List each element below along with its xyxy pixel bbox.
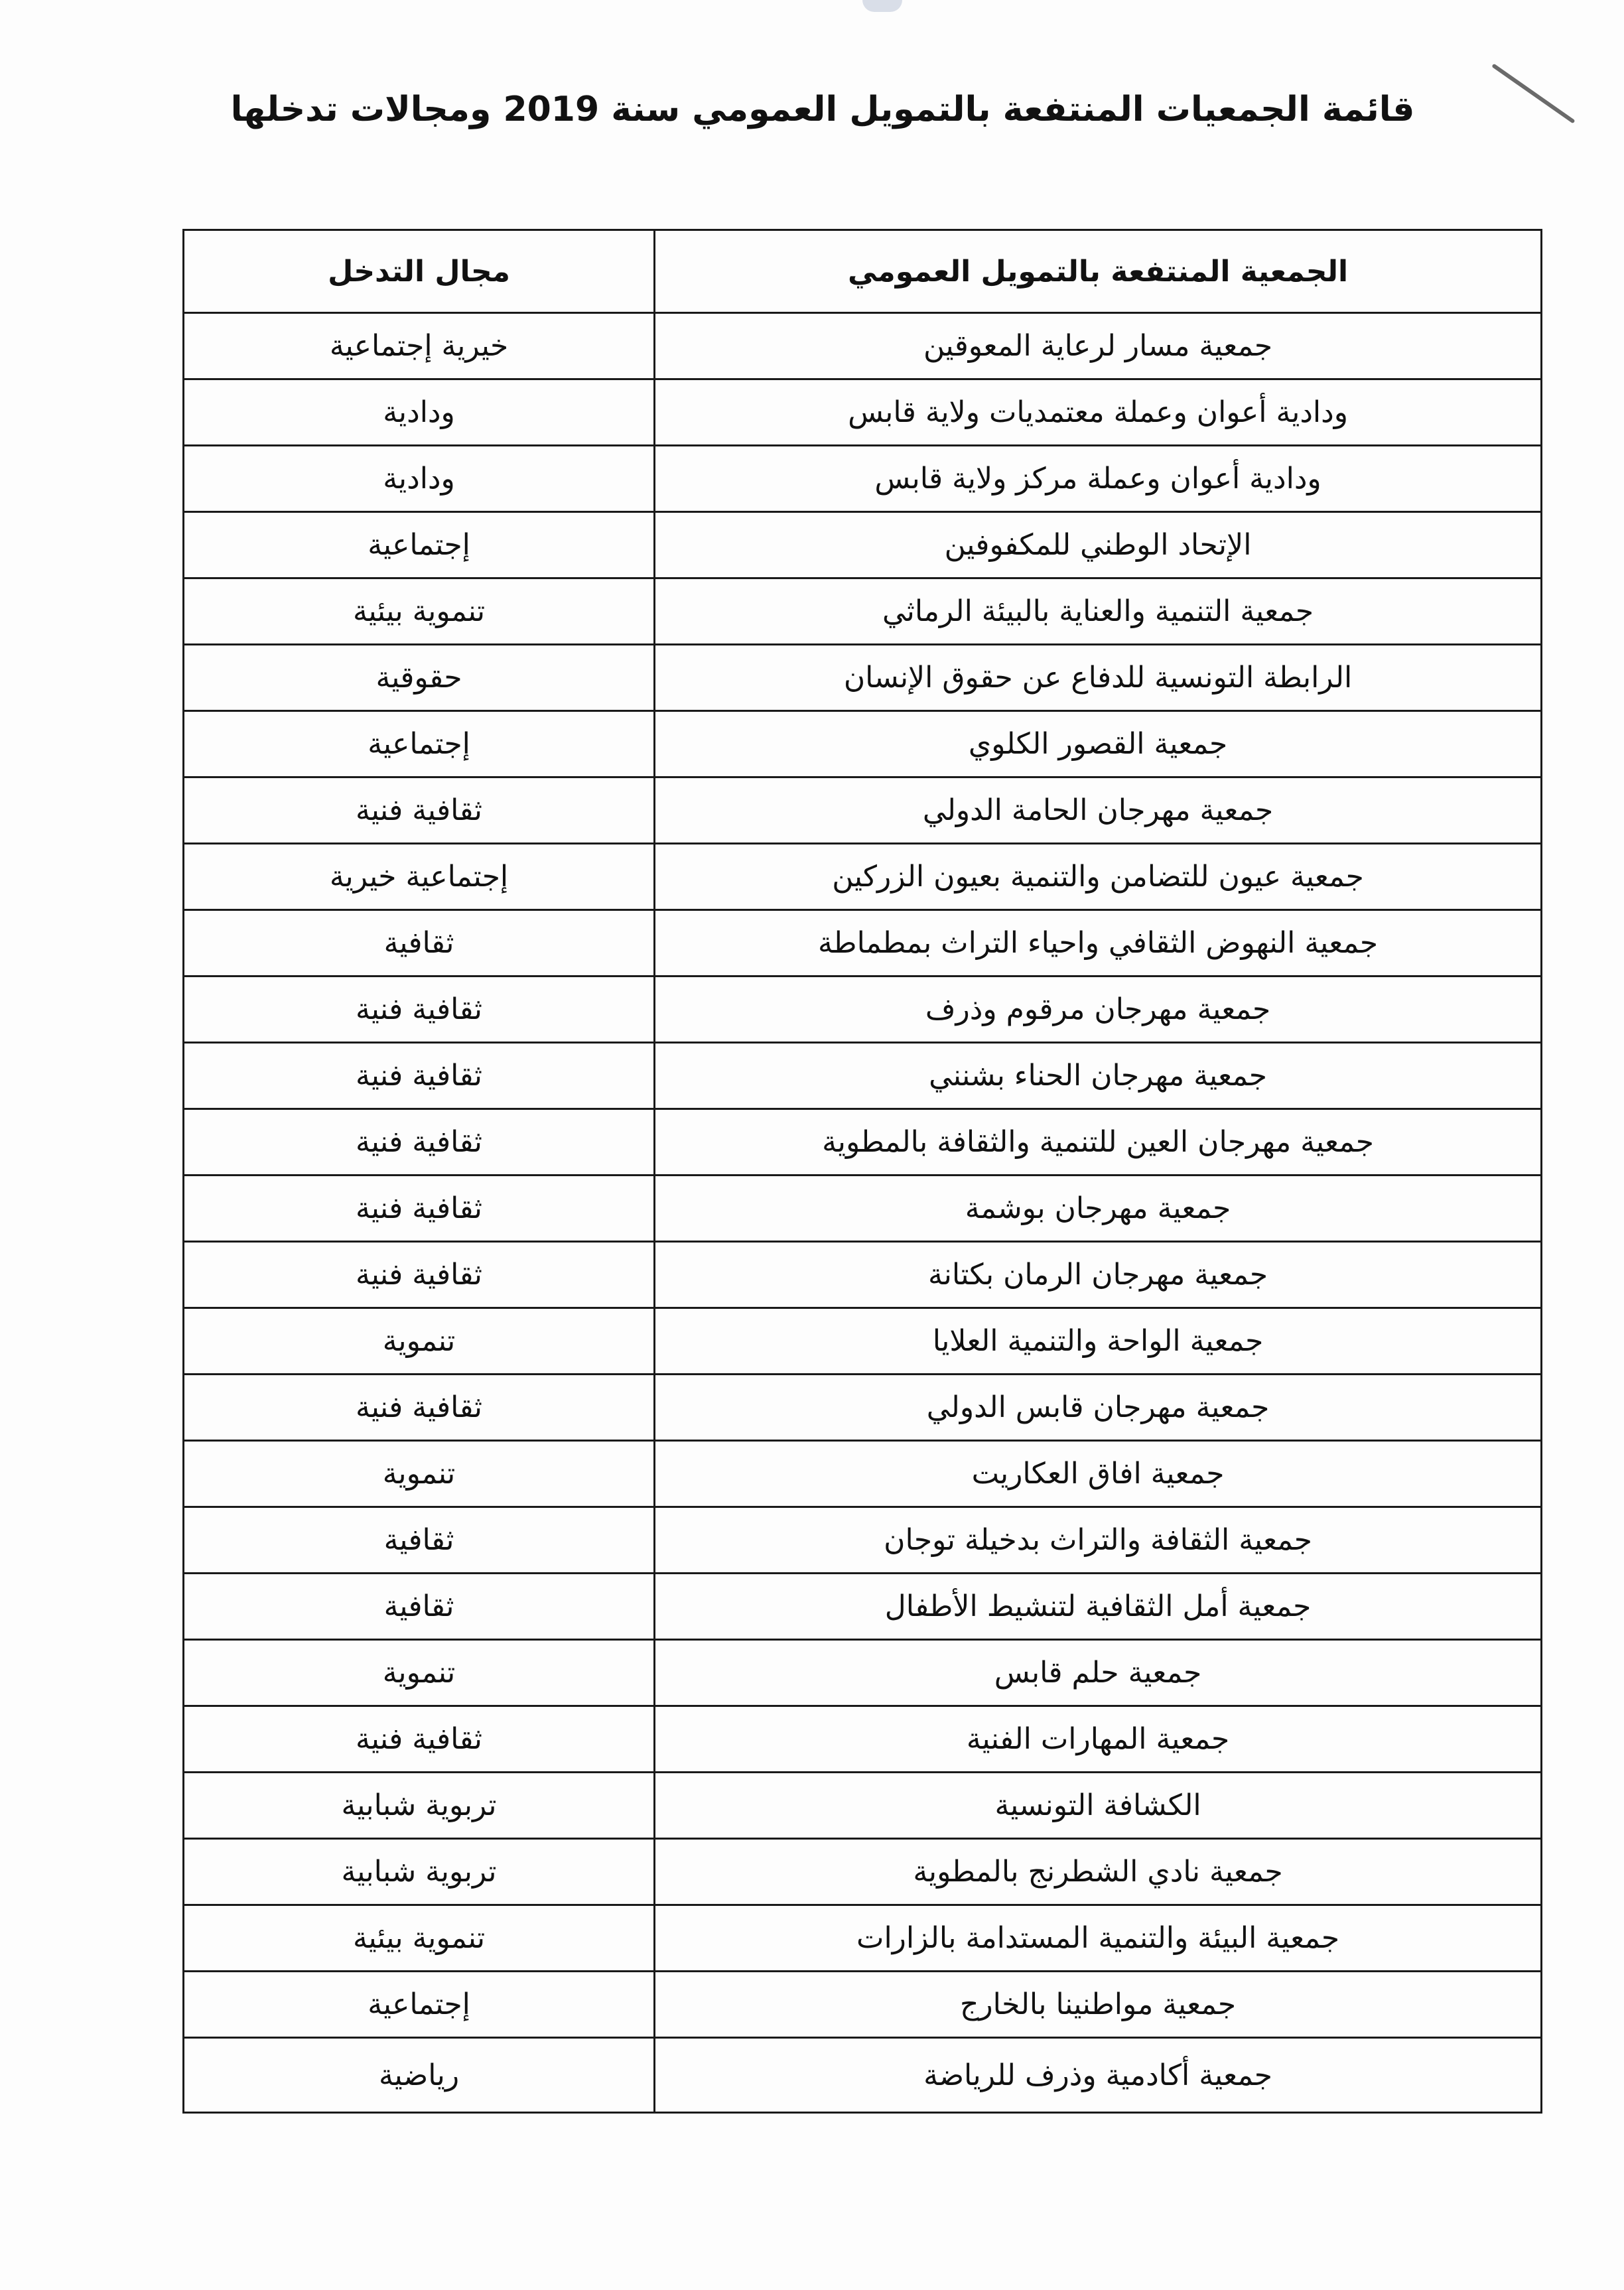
association-name-cell: جمعية أكادمية وذرف للرياضة (655, 2038, 1542, 2113)
association-name-cell: جمعية حلم قابس (655, 1640, 1542, 1706)
table-row (184, 1640, 1542, 1706)
intervention-field-cell: إجتماعية (184, 1972, 655, 2038)
intervention-field-cell: ثقافية فنية (184, 1375, 655, 1441)
table-row (184, 379, 1542, 446)
association-name-cell: جمعية أمل الثقافية لتنشيط الأطفال (655, 1574, 1542, 1640)
scan-artifact (862, 0, 902, 12)
table-row (184, 1308, 1542, 1375)
intervention-field-cell: ثقافية فنية (184, 777, 655, 844)
association-name-cell: جمعية مواطنينا بالخارج (655, 1972, 1542, 2038)
intervention-field-cell: تربوية شبابية (184, 1839, 655, 1905)
intervention-field-cell: إجتماعية خيرية (184, 844, 655, 910)
association-name-cell: جمعية القصور الكلوي (655, 711, 1542, 777)
intervention-field-cell: ثقافية (184, 1574, 655, 1640)
intervention-field-cell: تنموية بيئية (184, 578, 655, 645)
association-name-cell: جمعية مهرجان الحناء بشنني (655, 1043, 1542, 1109)
intervention-field-cell: خيرية إجتماعية (184, 313, 655, 379)
table-row (184, 977, 1542, 1043)
intervention-field-cell: ثقافية فنية (184, 1109, 655, 1176)
intervention-field-cell: تنموية (184, 1640, 655, 1706)
header-intervention-field: مجال التدخل (184, 230, 655, 313)
header-association-name: الجمعية المنتفعة بالتمويل العمومي (655, 230, 1542, 313)
intervention-field-cell: ثقافية فنية (184, 1242, 655, 1308)
table-row (184, 777, 1542, 844)
intervention-field-cell: ودادية (184, 446, 655, 512)
table-row (184, 512, 1542, 578)
intervention-field-cell: تنموية (184, 1441, 655, 1507)
association-name-cell: جمعية مهرجان بوشمة (655, 1176, 1542, 1242)
intervention-field-cell: تربوية شبابية (184, 1773, 655, 1839)
association-name-cell: جمعية التنمية والعناية بالبيئة الرماثي (655, 578, 1542, 645)
table-row (184, 711, 1542, 777)
table-row (184, 1043, 1542, 1109)
intervention-field-cell: ثقافية (184, 1507, 655, 1574)
table-row (184, 910, 1542, 977)
association-name-cell: جمعية البيئة والتنمية المستدامة بالزارات (655, 1905, 1542, 1972)
association-name-cell: جمعية عيون للتضامن والتنمية بعيون الزركين (655, 844, 1542, 910)
table-row (184, 1905, 1542, 1972)
table-row (184, 1773, 1542, 1839)
intervention-field-cell: ودادية (184, 379, 655, 446)
intervention-field-cell: ثقافية (184, 910, 655, 977)
association-name-cell: جمعية نادي الشطرنج بالمطوية (655, 1839, 1542, 1905)
association-name-cell: الكشافة التونسية (655, 1773, 1542, 1839)
association-name-cell: جمعية مهرجان مرقوم وذرف (655, 977, 1542, 1043)
table-row (184, 645, 1542, 711)
intervention-field-cell: تنموية بيئية (184, 1905, 655, 1972)
table-row (184, 1176, 1542, 1242)
intervention-field-cell: رياضية (184, 2038, 655, 2113)
associations-table (182, 229, 1542, 2114)
intervention-field-cell: ثقافية فنية (184, 977, 655, 1043)
association-name-cell: جمعية مسار لرعاية المعوقين (655, 313, 1542, 379)
association-name-cell: جمعية الواحة والتنمية العلايا (655, 1308, 1542, 1375)
pen-mark (1491, 64, 1575, 124)
association-name-cell: الإتحاد الوطني للمكفوفين (655, 512, 1542, 578)
table-header-row (184, 230, 1542, 313)
intervention-field-cell: إجتماعية (184, 512, 655, 578)
table-body (184, 313, 1542, 2113)
table-row (184, 1507, 1542, 1574)
association-name-cell: جمعية النهوض الثقافي واحياء التراث بمطماطة (655, 910, 1542, 977)
association-name-cell: الرابطة التونسية للدفاع عن حقوق الإنسان (655, 645, 1542, 711)
table-row (184, 1972, 1542, 2038)
intervention-field-cell: ثقافية فنية (184, 1043, 655, 1109)
table-row (184, 313, 1542, 379)
intervention-field-cell: حقوقية (184, 645, 655, 711)
table-row (184, 1109, 1542, 1176)
association-name-cell: جمعية المهارات الفنية (655, 1706, 1542, 1773)
table-row (184, 1574, 1542, 1640)
table-row (184, 1706, 1542, 1773)
table-row (184, 1242, 1542, 1308)
table-row (184, 1839, 1542, 1905)
table-row (184, 2038, 1542, 2113)
intervention-field-cell: ثقافية فنية (184, 1706, 655, 1773)
table-row (184, 844, 1542, 910)
table-row (184, 446, 1542, 512)
intervention-field-cell: ثقافية فنية (184, 1176, 655, 1242)
association-name-cell: جمعية مهرجان قابس الدولي (655, 1375, 1542, 1441)
table-row (184, 1375, 1542, 1441)
association-name-cell: ودادية أعوان وعملة معتمديات ولاية قابس (655, 379, 1542, 446)
association-name-cell: ودادية أعوان وعملة مركز ولاية قابس (655, 446, 1542, 512)
association-name-cell: جمعية الثقافة والتراث بدخيلة توجان (655, 1507, 1542, 1574)
association-name-cell: جمعية مهرجان الحامة الدولي (655, 777, 1542, 844)
intervention-field-cell: إجتماعية (184, 711, 655, 777)
table-row (184, 1441, 1542, 1507)
document-title: قائمة الجمعيات المنتفعة بالتمويل العمومي سنة 2019 ومجالات تدخلها (230, 90, 1415, 129)
table-row (184, 578, 1542, 645)
association-name-cell: جمعية مهرجان الرمان بكتانة (655, 1242, 1542, 1308)
intervention-field-cell: تنموية (184, 1308, 655, 1375)
association-name-cell: جمعية مهرجان العين للتنمية والثقافة بالمطوية (655, 1109, 1542, 1176)
association-name-cell: جمعية افاق العكاريت (655, 1441, 1542, 1507)
